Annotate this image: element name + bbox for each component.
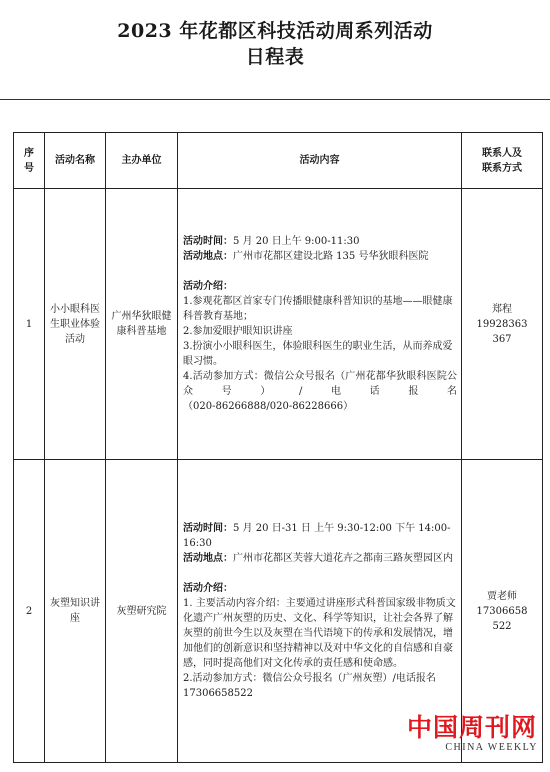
intro-label: 活动介绍： <box>183 281 233 292</box>
place-label: 活动地点： <box>183 553 233 564</box>
row-index: 1 <box>14 189 45 460</box>
activity-name-text: 小小眼科医生职业体验活动 <box>50 303 100 345</box>
time-label: 活动时间： <box>183 236 233 247</box>
organizer-text: 灰塑研究院 <box>116 605 167 617</box>
activity-name <box>45 460 106 763</box>
activity-place <box>183 249 457 264</box>
place-label: 活动地点： <box>183 251 233 262</box>
contact <box>462 189 543 460</box>
contact-phone-part-2: 522 <box>492 620 512 632</box>
place-value: 广州市花都区建设北路 135 号华狄眼科医院 <box>233 251 429 262</box>
activity-name <box>45 189 106 460</box>
time-label: 活动时间： <box>183 523 233 534</box>
title-line-2: 日程表 <box>245 46 305 68</box>
watermark-subtitle: CHINA WEEKLY <box>445 742 538 753</box>
intro-item: 3.扮演小小眼科医生，体验眼科医生的职业生活，从而养成爱眼习惯。 <box>183 341 453 367</box>
header-contact-line-2: 联系方式 <box>482 162 522 174</box>
header-contact <box>462 133 543 189</box>
table-row <box>14 189 543 460</box>
contact-phone-part-2: 367 <box>492 333 512 345</box>
intro-label: 活动介绍： <box>183 583 233 594</box>
activity-place <box>183 551 457 566</box>
watermark-logo-text: 中国周刊网 <box>406 713 537 742</box>
schedule-table <box>13 132 543 763</box>
organizer <box>106 460 178 763</box>
contact-phone-part-1: 19928363 <box>476 318 528 330</box>
header-activity-content: 活动内容 <box>178 133 462 189</box>
header-index-line-1: 序 <box>24 147 34 159</box>
activity-name-text: 灰塑知识讲座 <box>50 598 100 624</box>
organizer <box>106 189 178 460</box>
intro-item: （020-86266888/020-86228666） <box>183 401 354 412</box>
activity-time <box>183 521 457 551</box>
header-contact-line-1: 联系人及 <box>482 147 522 159</box>
row-index: 2 <box>14 460 45 763</box>
contact-name: 贾老师 <box>487 590 517 602</box>
place-value: 广州市花都区芙蓉大道花卉之都南三路灰塑园区内 <box>233 553 453 564</box>
time-value: 5 月 20 日-31 日 上午 9:30-12:00 下午 14:00-16:30 <box>183 523 451 549</box>
intro-item: 2.参加爱眼护眼知识讲座 <box>183 326 293 337</box>
intro-item: 4.活动参加方式：微信公众号报名（广州花都华狄眼科医院公众号）/电话报名 <box>183 371 457 397</box>
table-header-row <box>14 133 543 189</box>
header-index-line-2: 号 <box>24 162 34 174</box>
intro-item: 1.参观花都区首家专门传播眼健康科普知识的基地——眼健康科普教育基地； <box>183 296 453 322</box>
organizer-text: 广州华狄眼健康科普基地 <box>111 311 172 337</box>
intro-item: 1. 主要活动内容介绍：主要通过讲座形式科普国家级非物质文化遗产广州灰塑的历史、文化、科学等知识，让社会各界了解灰塑的前世今生以及灰塑在当代语境下的传承和发展情况，增加他们的创新意识和坚持精神以及对中华文化的自信感和自豪感，同时提高他们对文化传承的责任感和使命感。 <box>183 598 456 669</box>
header-organizer: 主办单位 <box>106 133 178 189</box>
contact-phone-part-1: 17306658 <box>476 605 528 617</box>
china-weekly-watermark <box>402 714 542 754</box>
title-divider <box>0 99 550 100</box>
header-activity-name: 活动名称 <box>45 133 106 189</box>
title-line-1: 2023 年花都区科技活动周系列活动 <box>117 20 433 42</box>
time-value: 5 月 20 日上午 9:00-11:30 <box>233 236 360 247</box>
activity-time <box>183 234 457 249</box>
document-title <box>0 18 550 70</box>
activity-content <box>178 189 462 460</box>
intro-item: 2.活动参加方式：微信公众号报名（广州灰塑）/电话报名 17306658522 <box>183 673 436 699</box>
header-index <box>14 133 45 189</box>
contact-name: 郑程 <box>492 303 512 315</box>
